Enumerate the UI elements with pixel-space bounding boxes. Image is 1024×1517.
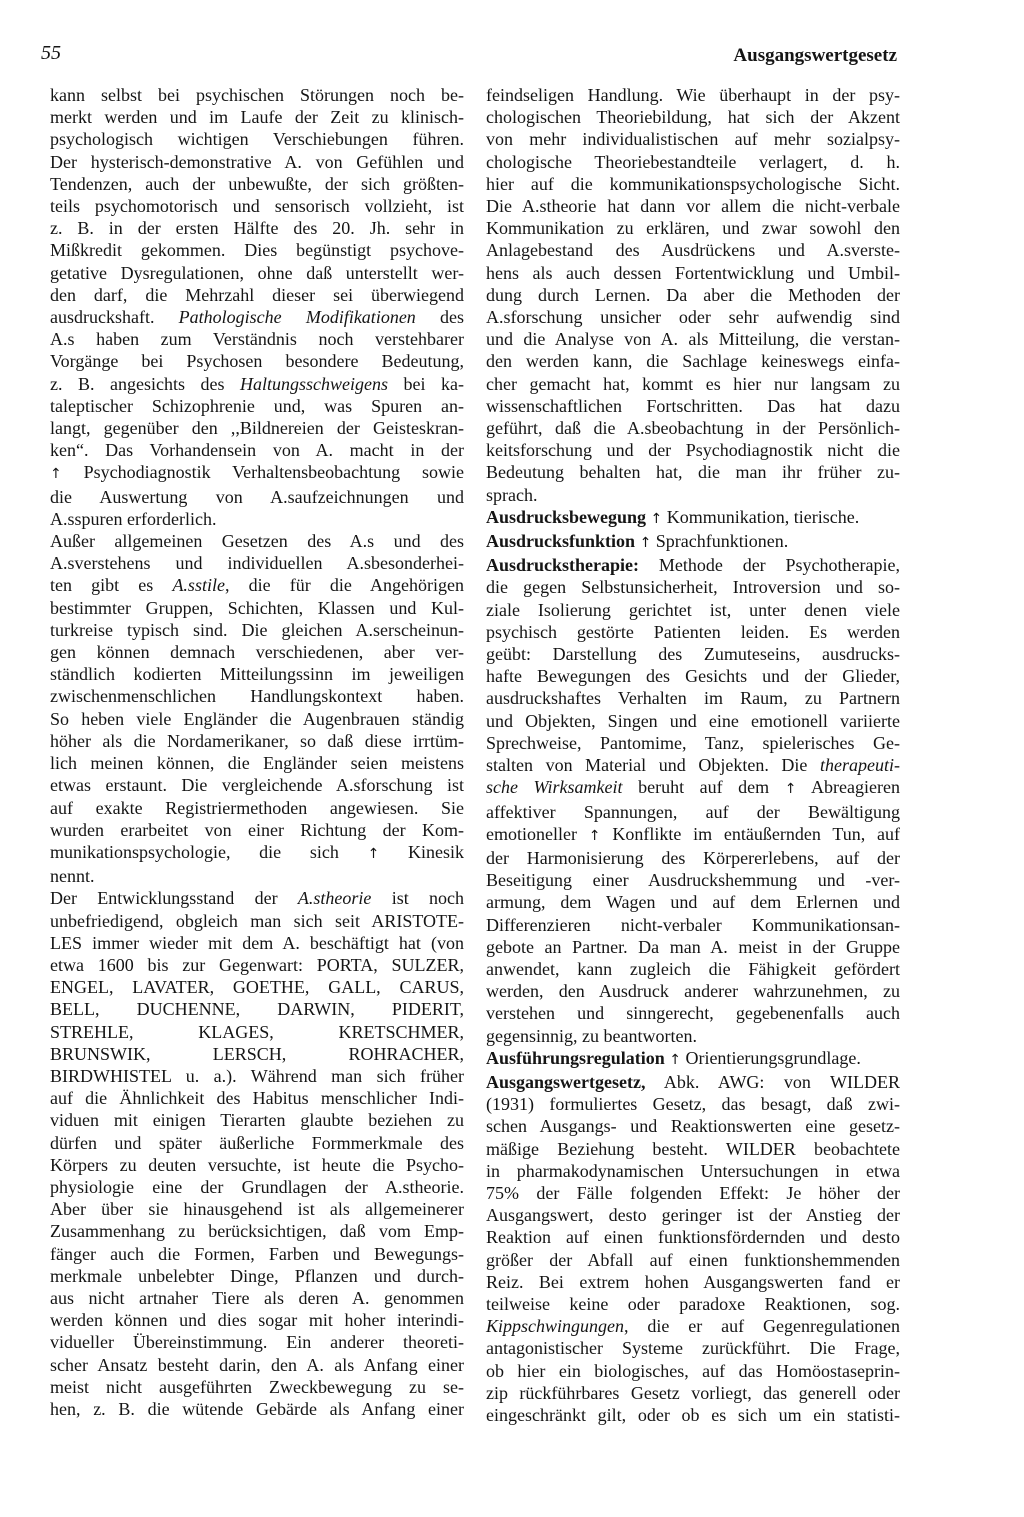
text-line: Bedeutung behalten hat, die man ihr früher zu- [486,462,900,483]
text-line: LES immer wieder mit dem A. beschäftigt hat (von [50,932,464,953]
text-line: So heben viele Engländer die Augenbrauen ständig [50,708,464,729]
entry-headword: Ausdrucksfunktion [486,531,636,552]
cross-reference-arrow-icon: ↑ [669,1051,681,1068]
text-line: merkmale unbelebter Dinge, Pflanzen und durch- [50,1265,464,1286]
cross-reference-arrow-icon: ↑ [639,535,652,552]
text-line: ausdruckshaftes Verhalten im Raum, zu Partnern [486,688,900,709]
text-line: wissenschaftlichen Fortschritten. Das hat dazu [486,395,900,416]
cross-reference-arrow-icon: ↑ [50,466,62,483]
text-line: meist nicht ausgeführten Zweckbewegung zu se- [50,1376,464,1397]
text-line: Zusammenhang zu berücksichtigen, daß vom Emp- [50,1221,464,1242]
entry-headword: Ausführungsregulation [486,1047,665,1068]
text-line: Ausdrucksbewegung ↑ Kommunikation, tierische. [486,506,860,527]
text-line: ob hier ein biologisches, auf das Homöostaseprin- [486,1360,900,1381]
entry-headword: Ausgangswertgesetz, [486,1071,646,1092]
text-line: getative Dysregulationen, ohne daß unterstellt wer- [50,262,464,283]
text-line: psychisch gestörte Patienten leiden. Es werden [486,621,900,642]
text-line: mäßige Beziehung besteht. WILDER beobachtete [486,1138,900,1159]
running-head: Ausgangswertgesetz [733,45,897,66]
text-line: hen, z. B. die wütende Gebärde als Anfang einer [50,1398,464,1419]
text-line: auf exakte Registriermethoden angewiesen. Sie [50,797,464,818]
text-line: keitsforschung und der Psychodiagnostik nicht die [486,440,900,461]
text-line: ständlich kodierten Mitteilungssinn im jeweiligen [50,664,464,685]
italic-term: sche Wirksamkeit [486,777,623,798]
text-line: ↑ Psychodiagnostik Verhaltensbeobachtung sowie [50,462,464,483]
text-line: den darf, die Mehrzahl dieser sei überwiegend [50,284,464,305]
text-line: z. B. in der ersten Hälfte des 20. Jh. sehr in [50,218,464,239]
text-line: turkreise typisch sind. Die gleichen A.serscheinun- [50,619,464,640]
text-line: in pharmakodynamischen Untersuchungen in etwa [486,1160,900,1181]
text-line: BIRDWHISTEL u. a.). Während man sich früher [50,1065,464,1086]
text-line: Ausführungsregulation ↑ Orientierungsgrundlage. [486,1047,861,1068]
text-line: viduen mit einigen Tierarten glaubte beziehen zu [50,1110,464,1131]
text-line: ten gibt es A.sstile, die für die Angehörigen [50,575,464,596]
text-line: ziale Isolierung gerichtet ist, unter denen viele [486,599,900,620]
text-line: Ausgangswertgesetz, Abk. AWG: von WILDER [486,1071,900,1092]
text-line: und Objekten, Singen und eine emotionell variierte [486,710,900,731]
text-line: Mißkredit gekommen. Dies begünstigt psychove- [50,240,464,261]
text-line: die Auswertung von A.saufzeichnungen und [50,486,464,507]
text-line: z. B. angesichts des Haltungsschweigens bei ka- [50,373,464,394]
text-line: emotioneller ↑ Konflikte im entäußernden Tun, auf [486,823,900,844]
text-line: und die Analyse von A. als Mitteilung, die verstan- [486,329,900,350]
text-line: antagonistischer Systeme zurückführt. Die Frage, [486,1338,900,1359]
text-line: auf die Ähnlichkeit des Habitus menschlicher Indi- [50,1088,464,1109]
text-line: chologische Theoriebestandteile verlagert, d. h. [486,151,900,172]
text-line: teilweise keine oder paradoxe Reaktionen, sog. [486,1293,900,1314]
text-line: nennt. [50,866,95,887]
text-line: Der Entwicklungsstand der A.stheorie ist noch [50,888,465,909]
text-line: kann selbst bei psychischen Störungen noch be- [50,85,464,105]
text-line: A.sforschung unsicher oder sehr aufwendig sind [486,307,900,328]
text-line: BELL, DUCHENNE, DARWIN, PIDERIT, [50,999,464,1020]
italic-term: Pathologische Modifikationen [178,307,416,328]
cross-reference-arrow-icon: ↑ [588,827,601,844]
entry-headword: Ausdrucksbewegung [486,506,647,527]
text-line: Vorgänge bei Psychosen besondere Bedeutung, [50,351,464,372]
text-line: stalten von Material und Objekten. Die therapeuti- [486,755,900,776]
text-line: anwendet, kann zugleich die Fähigkeit gefördert [486,958,900,979]
text-line: lich meinen können, die Engländer seien meistens [50,753,464,774]
cross-reference-arrow-icon: ↑ [367,845,380,862]
text-line: sche Wirksamkeit beruht auf dem ↑ Abreagieren [486,777,900,798]
text-line: ausdruckshaft. Pathologische Modifikationen des [50,307,464,328]
text-line: merkt werden und im Laufe der Zeit zu klinisch- [50,107,464,128]
text-line: Außer allgemeinen Gesetzen des A.s und des [50,531,464,552]
text-line: 75% der Fälle folgenden Effekt: Je höher der [486,1182,900,1203]
text-line: zip rückführbares Gesetz vorliegt, das generell oder [486,1382,900,1403]
text-line: hens als auch dessen Fortentwicklung und Umbil- [486,262,900,283]
text-line: unbefriedigend, obgleich man sich seit ARISTOTE- [50,910,464,931]
text-line: von mehr individualistischen auf mehr sozialpsy- [486,129,900,150]
text-line: A.sverstehens und individuellen A.sbesonderhei- [50,553,464,574]
left-text-column [50,84,464,1420]
text-line: gebote an Partner. Da man A. meist in der Gruppe [486,936,900,957]
text-line: langt, gegenüber den ,,Bildnereien der Geisteskran- [50,418,464,439]
text-line: eingeschränkt gilt, oder ob es sich um ein statisti- [486,1404,900,1425]
text-line: höher als die Nordamerikaner, so daß diese irrtüm- [50,730,464,751]
text-line: hier auf die kommunikationspsychologische Sicht. [486,173,900,194]
text-line: Die A.stheorie hat dann vor allem die nicht-verbale [486,196,900,217]
text-line: geübt: Darstellung des Zumuteseins, ausdrucks- [486,644,900,665]
text-line: bestimmter Gruppen, Schichten, Klassen und Kul- [50,597,464,618]
text-line: etwas erstaunt. Die vergleichende A.sforschung ist [50,775,464,796]
text-line: STREHLE, KLAGES, KRETSCHMER, [50,1021,464,1042]
text-line: Sprechweise, Pantomime, Tanz, spielerisches Ge- [486,732,900,753]
text-line: Reaktion auf einen funktionsfördernden und desto [486,1227,900,1248]
italic-term: Haltungsschweigens [240,373,388,394]
text-line: taleptischer Schizophrenie und, was Spuren an- [50,395,464,416]
cross-reference-arrow-icon: ↑ [784,781,797,798]
text-line: werden können und dies sogar mit hoher interindi- [50,1310,464,1331]
text-line: affektiver Spannungen, auf der Bewältigung [486,801,900,822]
text-line: A.s haben zum Verständnis noch verstehbarer [50,329,464,350]
text-line: feindseligen Handlung. Wie überhaupt in der psy- [486,85,900,105]
text-line: vidueller Übereinstimmung. Ein anderer theoreti- [50,1332,464,1353]
text-line: dürfen und später äußerliche Formmerkmale des [50,1132,464,1153]
text-line: Reiz. Bei extrem hohen Ausgangswerten fand er [486,1271,900,1292]
text-line: Ausgangswert, desto geringer ist der Anstieg der [486,1205,900,1226]
text-line: verstehen und sinngerecht, gegebenenfalls auch [486,1003,900,1024]
text-line: Kippschwingungen, die er auf Gegenregulationen [486,1316,900,1337]
text-line: die gegen Selbstunsicherheit, Introversion und so- [486,577,900,598]
text-line: größer der Abfall auf einen funktionshemmenden [486,1249,900,1270]
italic-term: therapeuti- [820,755,900,776]
text-line: Beseitigung einer Ausdruckshemmung und -ver- [486,870,900,891]
text-line: ken“. Das Vorhandensein von A. macht in der [50,440,464,461]
text-line: Ausdrucksfunktion ↑ Sprachfunktionen. [486,531,789,552]
text-line: werden, den Ausdruck anderer wahrzunehmen, zu [486,981,900,1002]
text-line: Der hysterisch-demonstrative A. von Gefühlen und [50,151,464,172]
text-line: ENGEL, LAVATER, GOETHE, GALL, CARUS, [50,977,464,998]
text-line: gegensinnig, zu beantworten. [486,1025,697,1046]
text-line: wurden erarbeitet von einer Richtung der Kom- [50,819,464,840]
text-line: schen Ausgangs- und Reaktionswerten eine gesetz- [486,1116,900,1137]
text-line: geführt, daß die A.sbeobachtung in der Persönlich- [486,418,900,439]
text-line: Tendenzen, auch der unbewußte, der sich größten- [50,173,464,194]
entry-headword: Ausdruckstherapie: [486,555,640,576]
page-number: 55 [41,42,61,64]
text-line: teils psychomotorisch und sensorisch vollzieht, ist [50,196,464,217]
text-line: fänger auch die Formen, Farben und Bewegungs- [50,1243,464,1264]
text-line: sprach. [486,484,538,505]
text-line: Ausdruckstherapie: Methode der Psychotherapie, [486,555,900,576]
text-line: A.sspuren erforderlich. [50,508,217,529]
text-line: psychologisch wichtigen Verschiebungen führen. [50,129,464,150]
text-line: armung, dem Wagen und auf dem Erlernen und [486,892,900,913]
text-line: etwa 1600 bis zur Gegenwart: PORTA, SULZER, [50,954,464,975]
text-line: gen können demnach verschiedenen, aber ver- [50,642,464,663]
text-line: munikationspsychologie, die sich ↑ Kinesik [50,841,465,862]
text-line: Aber über sie hinausgehend ist als allgemeinerer [50,1199,464,1220]
text-line: chologischen Theoriebildung, hat sich der Akzent [486,107,900,128]
text-line: cher gemacht hat, kommt es hier nur langsam zu [486,373,900,394]
cross-reference-arrow-icon: ↑ [650,510,663,527]
text-line: (1931) formuliertes Gesetz, das besagt, daß zwi- [486,1094,900,1115]
italic-term: A.sstile [172,575,225,596]
text-line: aus nicht artnaher Tiere als deren A. genommen [50,1287,464,1308]
text-line: Anlagebestand des Ausdrückens und A.sverste- [486,240,900,261]
text-line: Körpers zu deuten versuchte, ist heute die Psycho- [50,1154,464,1175]
right-text-column [486,84,900,1426]
text-line: der Harmonisierung des Körpererlebens, auf der [486,847,900,868]
italic-term: Kippschwingungen [486,1316,624,1337]
text-line: den werden kann, die Sachlage keineswegs einfa- [486,351,900,372]
text-line: scher Ansatz besteht darin, den A. als Anfang einer [50,1354,464,1375]
italic-term: A.stheorie [297,888,372,909]
text-line: zwischenmenschlichen Handlungskontext haben. [50,686,464,707]
text-line: Kommunikation zu erklären, und zwar sowohl den [486,218,900,239]
text-line: physiologie eine der Grundlagen der A.stheorie. [50,1176,464,1197]
text-line: BRUNSWIK, LERSCH, ROHRACHER, [50,1043,464,1064]
text-line: dung durch Lernen. Da aber die Methoden der [486,284,900,305]
text-line: hafte Bewegungen des Gesichts und der Glieder, [486,666,900,687]
text-line: Differenzieren nicht-verbaler Kommunikationsan- [486,914,900,935]
